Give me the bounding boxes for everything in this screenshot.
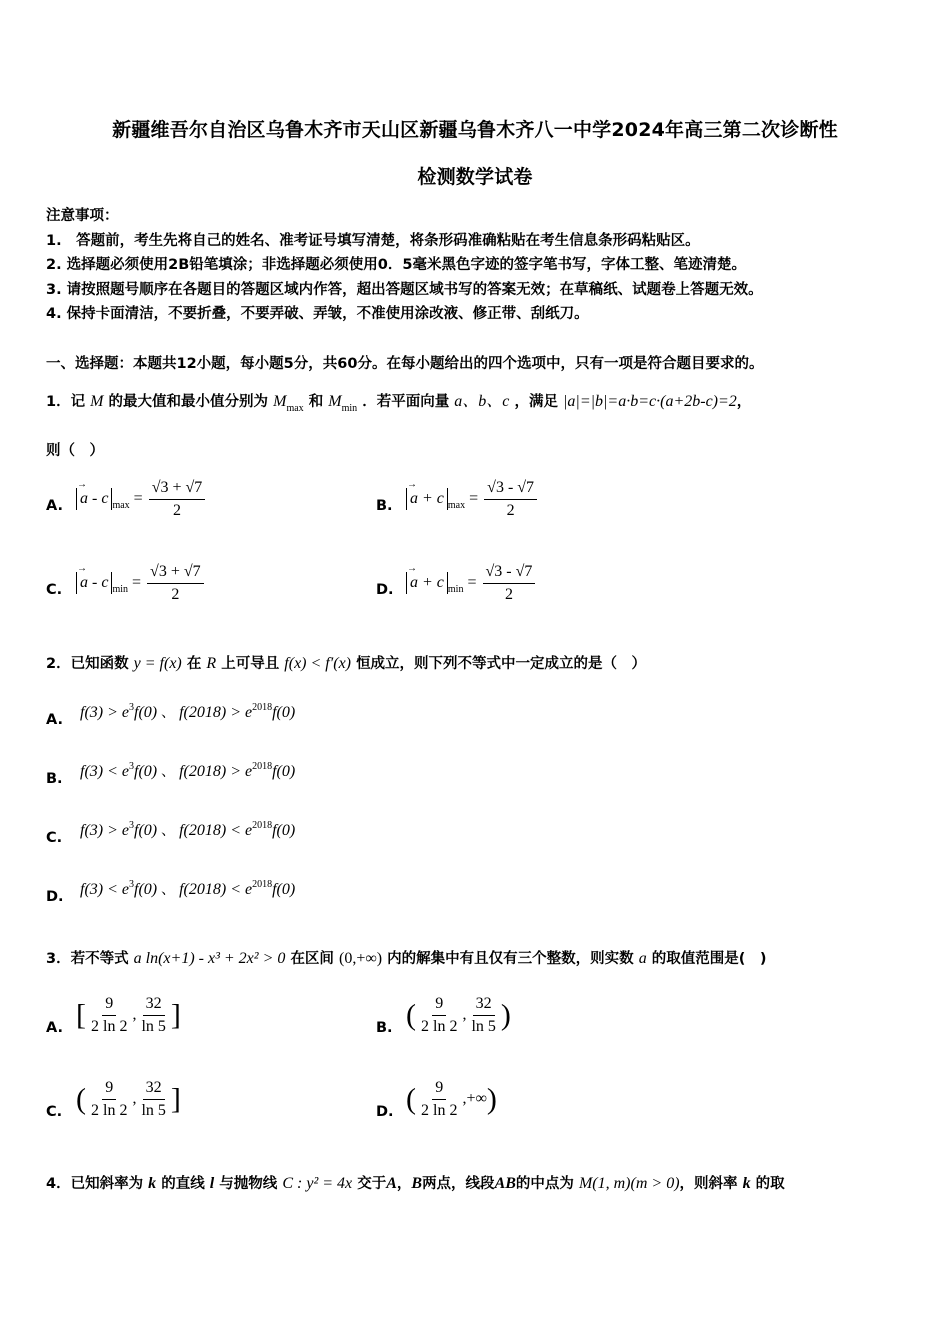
- q3-a-n1: 9: [102, 994, 116, 1016]
- q2-d-part2: f(2018) < e: [179, 881, 253, 898]
- exam-title-line1: 新疆维吾尔自治区乌鲁木齐市天山区新疆乌鲁木齐八一中学2024年高三第二次诊断性: [112, 119, 838, 141]
- q4-point-a: A: [386, 1175, 397, 1192]
- q3-option-c[interactable]: ( $\frac{9}{2 \ln 2}$ , $\frac{32}{\ln 5}$ ]: [76, 1079, 181, 1119]
- q2-d-part1: f(3) < e: [80, 881, 129, 898]
- q2-d-part2b: f(0): [272, 881, 296, 898]
- q3-c-n1: 9: [102, 1078, 116, 1100]
- note-item-4: 4. 保持卡面清洁，不要折叠，不要弄破、弄皱，不准使用涂改液、修正带、刮纸刀。: [46, 306, 589, 322]
- question-4-stem: [46, 1172, 785, 1193]
- q1-b-num: √3 - √7: [484, 478, 537, 500]
- q1-vectors: a、b、c: [454, 393, 510, 410]
- q1-d-den: 2: [504, 586, 513, 603]
- q3-option-d[interactable]: ( $\frac{9}{2 \ln 2}$ ,+∞): [406, 1079, 497, 1119]
- q2-a-exp1: 3: [129, 702, 134, 713]
- q4-segment-ab: AB: [494, 1175, 516, 1192]
- q3-option-b-label[interactable]: B.: [376, 1020, 393, 1036]
- q2-c-part1: f(3) > e: [80, 822, 129, 839]
- q2-option-c-label[interactable]: C.: [46, 830, 63, 846]
- q3-option-a[interactable]: [ $\frac{9}{2 \ln 2}$ , $\frac{32}{\ln 5}$ ]: [76, 995, 181, 1035]
- notes-heading: 注意事项：: [46, 208, 119, 224]
- q2-text-2: 上可导且: [221, 656, 280, 672]
- q1-d-lhs: → a + c: [406, 572, 448, 594]
- q4-point-b: B: [411, 1175, 423, 1192]
- q1-max-sub: max: [286, 403, 304, 414]
- q2-text-3: 恒成立，则下列不等式中一定成立的是（ ）: [356, 656, 647, 672]
- q2-c-exp1: 3: [129, 820, 134, 831]
- q3-c-close: ]: [170, 1082, 181, 1116]
- q4-text-6: ，则斜率: [679, 1176, 738, 1192]
- note-item-1: 1. 答题前，考生先将自己的姓名、准考证号填写清楚，将条形码准确粘贴在考生信息条形码粘贴区。: [46, 233, 700, 249]
- q3-text-3: 的取值范围是( ): [651, 951, 767, 967]
- q3-c-open: (: [76, 1082, 86, 1116]
- q2-function: y = f(x): [133, 655, 182, 672]
- q3-option-b[interactable]: ( $\frac{9}{2 \ln 2}$ , $\frac{32}{\ln 5}$ ): [406, 995, 511, 1035]
- q4-number: 4．已知斜率为: [46, 1176, 144, 1192]
- q4-text-7: 的取: [755, 1176, 785, 1192]
- q3-interval: (0,+∞): [339, 950, 383, 967]
- q2-b-exp2: 2018: [252, 761, 273, 772]
- q2-option-b-label[interactable]: B.: [46, 771, 63, 787]
- q3-a-n2: 32: [143, 994, 165, 1016]
- q2-a-part2b: f(0): [272, 704, 296, 721]
- q1-option-b[interactable]: → a + c $_{max}$ = $\frac{√3 - √7}{2}$: [406, 478, 539, 521]
- q1-option-a-label[interactable]: A.: [46, 498, 63, 514]
- q2-b-part2: f(2018) > e: [179, 763, 253, 780]
- q2-b-part1: f(3) < e: [80, 763, 129, 780]
- q3-b-d1: 2 ln 2: [421, 1018, 458, 1035]
- q2-option-a-label[interactable]: A.: [46, 712, 63, 728]
- q2-c-part2: f(2018) < e: [179, 822, 253, 839]
- q1-option-c[interactable]: → a - c $_{min}$ = $\frac{√3 + √7}{2}$: [76, 562, 206, 605]
- q3-d-n1: 9: [432, 1078, 446, 1100]
- note-item-3: 3. 请按照题号顺序在各题目的答题区域内作答，超出答题区域书写的答案无效；在草稿纸、试题卷上答题无效。: [46, 282, 763, 298]
- q1-b-lhs: → a + c: [406, 488, 448, 510]
- q2-a-part1b: f(0): [134, 704, 158, 721]
- q1-a-den: 2: [172, 502, 181, 519]
- q2-c-part2b: f(0): [272, 822, 296, 839]
- q4-k2: k: [742, 1175, 751, 1192]
- q3-c-d2: ln 5: [141, 1102, 166, 1119]
- q2-b-sep: 、: [161, 764, 176, 780]
- q1-tail: ，: [736, 394, 752, 410]
- q1-option-a[interactable]: → a - c $_{max}$ = $\frac{√3 + √7}{2}$: [76, 478, 207, 521]
- q4-k: k: [148, 1175, 157, 1192]
- q4-l: l: [209, 1175, 215, 1192]
- q4-comma: ，: [396, 1176, 412, 1192]
- q2-b-part1b: f(0): [134, 763, 158, 780]
- q2-number: 2．已知函数: [46, 656, 129, 672]
- q2-a-part2: f(2018) > e: [179, 704, 253, 721]
- q2-d-part1b: f(0): [134, 881, 158, 898]
- question-1-stem: [46, 388, 751, 414]
- q4-text-5: 的中点为: [515, 1176, 574, 1192]
- q3-inequality: a ln(x+1) - x³ + 2x² > 0: [133, 950, 286, 967]
- section-heading: 一、选择题：本题共12小题，每小题5分，共60分。在每小题给出的四个选项中，只有一项是符合题目要求的。: [46, 356, 764, 372]
- q3-option-d-label[interactable]: D.: [376, 1104, 394, 1120]
- q3-text-1: 在区间: [290, 951, 334, 967]
- q1-b-sub: max: [447, 500, 466, 512]
- q1-text-3: ，满足: [514, 394, 558, 410]
- q2-text-1: 在: [186, 656, 202, 672]
- q2-d-exp1: 3: [129, 879, 134, 890]
- q1-and: 和: [308, 394, 324, 410]
- q1-then: 则（ ）: [46, 443, 104, 459]
- q2-a-sep: 、: [161, 705, 176, 721]
- q1-text-2: ．若平面向量: [362, 394, 450, 410]
- q2-b-exp1: 3: [129, 761, 134, 772]
- q3-number: 3．若不等式: [46, 951, 129, 967]
- q2-condition: f(x) < f′(x): [284, 655, 351, 672]
- q3-a-d2: ln 5: [141, 1018, 166, 1035]
- q1-number: 1．记: [46, 394, 86, 410]
- question-3-stem: [46, 947, 767, 968]
- q1-set-m: M: [90, 393, 104, 410]
- q2-option-c[interactable]: [80, 820, 295, 840]
- q3-a-close: ]: [170, 998, 181, 1032]
- q3-c-n2: 32: [143, 1078, 165, 1100]
- q2-a-exp2: 2018: [252, 702, 273, 713]
- q1-d-num: √3 - √7: [483, 562, 536, 584]
- q3-a-d1: 2 ln 2: [91, 1018, 128, 1035]
- q3-text-2: 内的解集中有且仅有三个整数，则实数: [387, 951, 634, 967]
- q3-b-n2: 32: [473, 994, 495, 1016]
- q1-b-den: 2: [506, 502, 515, 519]
- q1-c-sub: min: [112, 584, 128, 596]
- q3-d-open: (: [406, 1082, 416, 1116]
- q3-c-d1: 2 ln 2: [91, 1102, 128, 1119]
- q4-text-1: 的直线: [161, 1176, 205, 1192]
- q3-d-n2: +∞: [466, 1090, 487, 1108]
- q3-b-d2: ln 5: [471, 1018, 496, 1035]
- q4-text-2: 与抛物线: [219, 1176, 278, 1192]
- q2-option-b[interactable]: [80, 761, 295, 781]
- q1-c-lhs: → a - c: [76, 572, 112, 594]
- q2-a-part1: f(3) > e: [80, 704, 129, 721]
- q2-option-d[interactable]: [80, 879, 295, 899]
- q1-c-den: 2: [171, 586, 180, 603]
- q1-a-sub: max: [112, 500, 130, 512]
- q3-option-a-label[interactable]: A.: [46, 1020, 63, 1036]
- q3-b-close: ): [500, 998, 511, 1032]
- q1-a-num: √3 + √7: [149, 478, 206, 500]
- q2-b-part2b: f(0): [272, 763, 296, 780]
- q2-option-d-label[interactable]: D.: [46, 889, 64, 905]
- q4-curve: C : y² = 4x: [282, 1175, 353, 1192]
- q4-midpoint: M(1, m)(m > 0): [578, 1175, 680, 1192]
- q2-d-exp2: 2018: [252, 879, 273, 890]
- question-2-stem: [46, 652, 646, 673]
- q1-m-max: M: [273, 393, 287, 410]
- q3-b-n1: 9: [432, 994, 446, 1016]
- q1-c-num: √3 + √7: [147, 562, 204, 584]
- q2-d-sep: 、: [161, 882, 176, 898]
- q2-c-sep: 、: [161, 823, 176, 839]
- q1-d-sub: min: [447, 584, 464, 596]
- q1-min-sub: min: [341, 403, 358, 414]
- q1-option-b-label[interactable]: B.: [376, 498, 393, 514]
- q2-option-a[interactable]: [80, 702, 295, 722]
- q2-c-exp2: 2018: [252, 820, 273, 831]
- q1-condition: |a|=|b|=a·b=c·(a+2b-c)=2: [563, 393, 737, 410]
- q1-a-lhs: → a - c: [76, 488, 112, 510]
- q3-b-open: (: [406, 998, 416, 1032]
- q3-a-open: [: [76, 998, 86, 1032]
- q3-d-close: ): [486, 1082, 497, 1116]
- q1-option-d[interactable]: → a + c $_{min}$ = $\frac{√3 - √7}{2}$: [406, 562, 537, 605]
- q2-c-part1b: f(0): [134, 822, 158, 839]
- exam-title-line2: 检测数学试卷: [417, 166, 533, 188]
- q3-option-c-label[interactable]: C.: [46, 1104, 63, 1120]
- q1-text-1: 的最大值和最小值分别为: [108, 394, 269, 410]
- q4-text-4: 两点，线段: [422, 1176, 495, 1192]
- q1-option-d-label[interactable]: D.: [376, 582, 394, 598]
- q3-d-d1: 2 ln 2: [421, 1102, 458, 1119]
- q3-var-a: a: [638, 950, 647, 967]
- q2-domain: R: [206, 655, 217, 672]
- note-item-2: 2. 选择题必须使用2B铅笔填涂；非选择题必须使用0．5毫米黑色字迹的签字笔书写，字体工整、笔迹清楚。: [46, 257, 746, 273]
- q4-text-3: 交于: [357, 1176, 387, 1192]
- q1-m-min: M: [328, 393, 342, 410]
- q1-option-c-label[interactable]: C.: [46, 582, 63, 598]
